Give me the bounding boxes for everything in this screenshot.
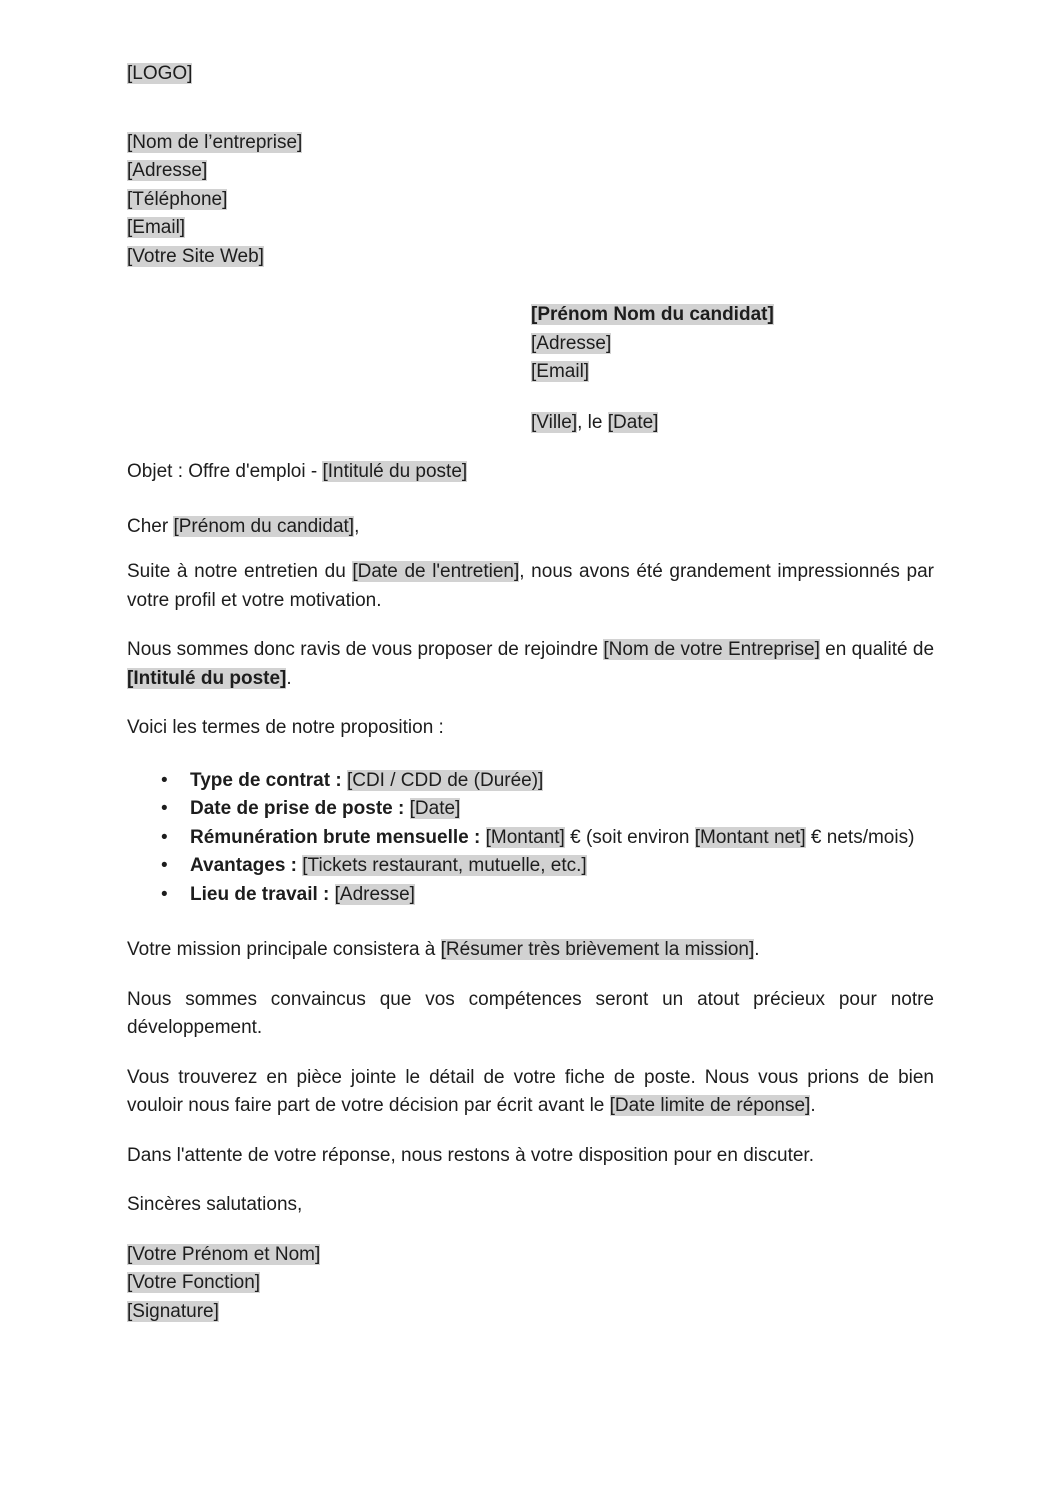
subject-line: [127, 458, 934, 487]
company-email-placeholder: [Email]: [127, 217, 186, 238]
recipient-name-line: [531, 301, 934, 330]
salary-tail-text: € nets/mois): [805, 826, 915, 848]
signature-name-line: [127, 1241, 934, 1270]
recipient-email-line: [531, 358, 934, 387]
dateline-join: , le: [577, 411, 608, 433]
sender-role-placeholder: [Votre Fonction]: [127, 1272, 261, 1293]
sender-name-placeholder: [Votre Prénom et Nom]: [127, 1243, 321, 1265]
workplace-placeholder: [Adresse]: [334, 883, 415, 905]
date-placeholder: [Date]: [607, 411, 659, 433]
job-title-inline-placeholder: [Intitulé du poste]: [127, 667, 287, 689]
dateline: [531, 409, 934, 438]
benefits-placeholder: [Tickets restaurant, mutuelle, etc.]: [302, 855, 587, 876]
signature-role-line: [127, 1269, 934, 1298]
mission-post: .: [754, 939, 760, 960]
salary-mid-text: € (soit environ: [564, 826, 695, 848]
term-salary-label: Rémunération brute mensuelle :: [190, 826, 486, 848]
paragraph-proposal: [127, 636, 934, 693]
net-amount-placeholder: [Montant net]: [694, 826, 806, 848]
company-website-placeholder: [Votre Site Web]: [127, 245, 264, 267]
company-name-inline-placeholder: [Nom de votre Entreprise]: [603, 639, 820, 660]
signature-placeholder: [Signature]: [127, 1300, 219, 1322]
interview-pre: Suite à notre entretien du: [127, 561, 353, 582]
candidate-email-placeholder: [Email]: [531, 361, 590, 382]
paragraph-convinced: Nous sommes convaincus que vos compétences seront un atout précieux pour notre développement.: [127, 988, 934, 1038]
proposal-pre: Nous sommes donc ravis de vous proposer de rejoindre: [127, 639, 604, 660]
attachment-post: .: [810, 1095, 816, 1116]
sender-phone-line: [127, 186, 934, 215]
term-workplace-label: Lieu de travail :: [190, 883, 335, 905]
company-phone-placeholder: [Téléphone]: [127, 188, 228, 210]
sender-company-line: [127, 129, 934, 158]
attachment-pre: Vous trouverez en pièce jointe le détail de votre fiche de poste. Nous vous prions de bien vouloir nous faire part de votre décision par écrit avant le: [127, 1066, 934, 1116]
sender-website-line: [127, 243, 934, 272]
term-contract-label: Type de contrat :: [190, 769, 347, 791]
contract-type-placeholder: [CDI / CDD de (Durée)]: [346, 769, 544, 791]
company-name-placeholder: [Nom de l’entreprise]: [127, 131, 303, 153]
mission-pre: Votre mission principale consistera à: [127, 939, 441, 960]
interview-date-placeholder: [Date de l'entretien]: [352, 561, 520, 582]
paragraph-mission: [127, 936, 934, 965]
closing-formula: Sincères salutations,: [127, 1194, 303, 1215]
term-benefits: [190, 852, 934, 881]
company-address-placeholder: [Adresse]: [127, 160, 208, 181]
term-workplace: [190, 881, 934, 910]
start-date-placeholder: [Date]: [409, 798, 461, 819]
paragraph-awaiting-reply: Dans l'attente de votre réponse, nous restons à votre disposition pour en discuter.: [127, 1144, 814, 1166]
signature-block: [127, 1241, 934, 1327]
paragraph-interview: [127, 558, 934, 615]
signature-sign-line: [127, 1298, 934, 1327]
term-benefits-label: Avantages :: [190, 855, 303, 876]
proposal-mid: en qualité de: [819, 639, 935, 660]
term-contract-type: [190, 767, 934, 796]
candidate-name-placeholder: [Prénom Nom du candidat]: [531, 304, 774, 325]
sender-address-line: [127, 157, 934, 186]
interview-post: , nous avons été grandement impressionnés par votre profil et votre motivation.: [127, 561, 934, 611]
logo-line: [127, 60, 934, 89]
salutation-line: [127, 513, 934, 542]
term-salary: [190, 824, 934, 853]
sender-block: [127, 129, 934, 272]
logo-placeholder: [LOGO]: [127, 63, 193, 84]
term-start-date: [190, 795, 934, 824]
subject-prefix: Objet : Offre d'emploi -: [127, 461, 323, 482]
salutation-suffix: ,: [354, 515, 360, 537]
sender-email-line: [127, 214, 934, 243]
mission-summary-placeholder: [Résumer très brièvement la mission]: [440, 939, 755, 960]
city-placeholder: [Ville]: [531, 411, 578, 433]
proposal-post: .: [286, 667, 292, 689]
candidate-address-placeholder: [Adresse]: [531, 332, 612, 354]
terms-intro: Voici les termes de notre proposition :: [127, 717, 444, 738]
terms-list: [127, 767, 934, 910]
salutation-prefix: Cher: [127, 515, 174, 537]
recipient-address-line: [531, 330, 934, 359]
job-title-placeholder: [Intitulé du poste]: [322, 461, 468, 482]
deadline-placeholder: [Date limite de réponse]: [609, 1095, 811, 1116]
candidate-firstname-placeholder: [Prénom du candidat]: [173, 515, 355, 537]
gross-amount-placeholder: [Montant]: [485, 826, 565, 848]
recipient-block: [531, 301, 934, 387]
term-start-date-label: Date de prise de poste :: [190, 798, 410, 819]
paragraph-attachment: [127, 1064, 934, 1121]
